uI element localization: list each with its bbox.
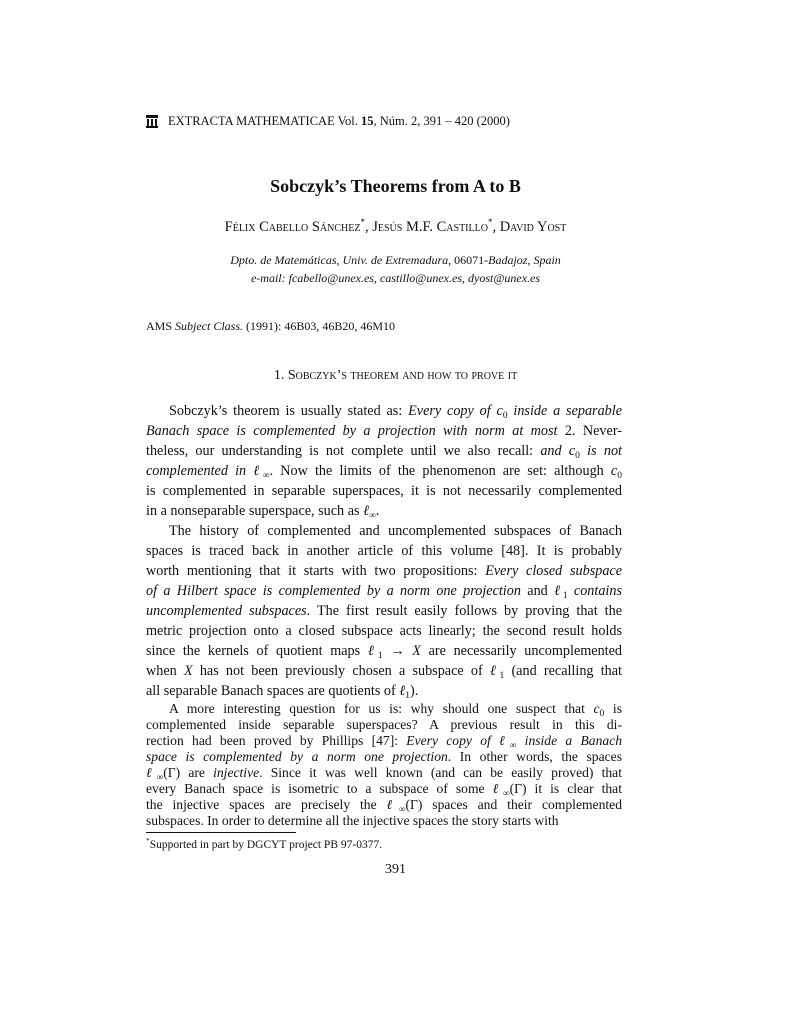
author-name: Félix Cabello Sánchez: [224, 218, 361, 235]
text-line: every Banach space is isometric to a subspace of some ℓ$_\infty$(Γ) it is clear that: [146, 781, 622, 799]
text-line: in a nonseparable superspace, such as ℓ$_\infty$.: [146, 503, 380, 521]
text-line: metric projection onto a closed subspace acts linearly; the second result holds: [146, 623, 622, 639]
text-line: space is complemented by a norm one projection. In other words, the spaces: [146, 749, 622, 764]
author-name: David Yost: [499, 218, 567, 235]
text-line: Banach space is complemented by a projection with norm at most 2. Never-: [146, 423, 622, 439]
affiliation: Dpto. de Matemáticas, Univ. de Extremadura, 06071-Badajoz, Spain: [230, 253, 561, 267]
text-line: complemented in ℓ$_\infty$. Now the limits of the phenomenon are set: although $c_0$: [146, 463, 622, 481]
text-line: of a Hilbert space is complemented by a norm one projection and ℓ$_1$ contains: [146, 583, 622, 601]
author-name: Jesús M.F. Castillo: [372, 218, 488, 235]
text-line: Sobczyk’s theorem is usually stated as: Every copy of $c_0$ inside a separable: [169, 403, 622, 421]
author-list: Félix Cabello Sánchez*, Jesús M.F. Castillo*, David Yost: [224, 217, 567, 235]
page-number: 391: [385, 862, 406, 877]
text-line: the injective spaces are precisely the ℓ$_\infty$(Γ) spaces and their complemented: [146, 797, 622, 815]
text-line: rection had been proved by Phillips [47]: Every copy of ℓ$_\infty$ inside a Banach: [146, 733, 623, 751]
author-emails: e-mail: fcabello@unex.es, castillo@unex.es, dyost@unex.es: [250, 271, 541, 285]
footnote: *Supported in part by DGCYT project PB 97-0377.: [146, 836, 383, 851]
ams-classification: AMS Subject Class. (1991): 46B03, 46B20, 46M10: [146, 319, 396, 333]
footnote-rule: [146, 832, 296, 833]
author-mark: *: [360, 217, 365, 227]
text-line: when X has not been previously chosen a subspace of ℓ$_1$ (and recalling that: [146, 663, 622, 681]
text-line: theless, our understanding is not complete until we also recall: and $c_0$ is not: [146, 443, 622, 461]
text-line: A more interesting question for us is: why should one suspect that $c_0$ is: [169, 701, 622, 719]
text-line: The history of complemented and uncomplemented subspaces of Banach: [169, 523, 622, 539]
text-line: worth mentioning that it starts with two propositions: Every closed subspace: [146, 563, 623, 579]
text-line: since the kernels of quotient maps ℓ$_1$ → X are necessarily uncomplemented: [146, 643, 622, 661]
journal-name: EXTRACTA MATHEMATICAE Vol.: [168, 114, 358, 128]
paper-title: Sobczyk’s Theorems from A to B: [270, 176, 521, 196]
text-line: complemented inside separable superspaces? A previous result in this di-: [146, 717, 622, 732]
text-line: all separable Banach spaces are quotients of ℓ$_1$).: [146, 683, 419, 701]
section-heading: 1. Sobczyk’s theorem and how to prove it: [273, 368, 518, 383]
author-mark: *: [487, 217, 493, 227]
text-line: ℓ$_\infty$(Γ) are injective. Since it was well known (and can be easily proved) that: [146, 765, 622, 783]
text-line: subspaces. In order to determine all the injective spaces the story starts with: [146, 813, 559, 828]
running-header: [146, 114, 510, 129]
text-line: spaces is traced back in another article of this volume [48]. It is probably: [146, 543, 622, 559]
journal-logo-icon: [146, 115, 158, 128]
journal-volume: 15: [361, 114, 374, 128]
journal-issue: , Núm. 2, 391 – 420 (2000): [373, 114, 510, 128]
text-line: is complemented in separable superspaces, it is not necessarily complemented: [146, 483, 622, 499]
text-line: uncomplemented subspaces. The first result easily follows by proving that the: [146, 603, 622, 619]
